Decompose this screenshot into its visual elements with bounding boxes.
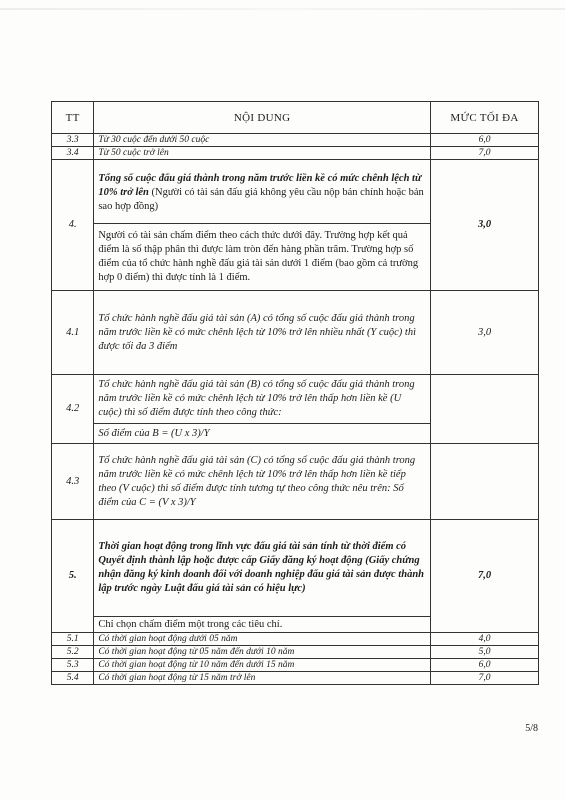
table-row <box>52 646 539 659</box>
section-5-header-row <box>52 520 539 617</box>
header-content: NỘI DUNG <box>94 102 431 134</box>
scoring-table <box>51 101 539 685</box>
section-4-tt: 4. <box>52 160 94 291</box>
row-tt: 3.3 <box>52 134 94 147</box>
section-4-title-cell <box>94 160 431 224</box>
row-content: Có thời gian hoạt động từ 05 năm đến dưới 10 năm <box>94 646 431 659</box>
row-max: 6,0 <box>431 134 539 147</box>
row-max: 3,0 <box>431 291 539 375</box>
table-row <box>52 291 539 375</box>
row-max: 4,0 <box>431 633 539 646</box>
row-tt: 5.3 <box>52 659 94 672</box>
header-tt: TT <box>52 102 94 134</box>
table-row <box>52 659 539 672</box>
row-max-empty <box>431 375 539 444</box>
header-max: MỨC TỐI ĐA <box>431 102 539 134</box>
section-4-note: (Người có tài sản đấu giá không yêu cầu nộp bản chính hoặc bản sao hợp đồng) <box>98 186 424 212</box>
row-content: Tổ chức hành nghề đấu giá tài sản (B) có tổng số cuộc đấu giá thành trong năm trước liền kề có mức chênh lệch từ 10% trở lên thấp hơn liền kề (U cuộc) thì số điểm được tính theo công thức: <box>94 375 431 424</box>
row-content: Tổ chức hành nghề đấu giá tài sản (A) có tổng số cuộc đấu giá thành trong năm trước liền kề có mức chênh lệch từ 10% trở lên nhiều nhất (Y cuộc) thì được tối đa 3 điểm <box>94 291 431 375</box>
section-5-max: 7,0 <box>431 520 539 633</box>
row-tt: 5.2 <box>52 646 94 659</box>
section-4-title: Tổng số cuộc đấu giá thành trong năm trước liền kề có mức chênh lệch từ 10% trở lên <box>98 172 422 198</box>
table-row <box>52 672 539 685</box>
row-tt: 4.3 <box>52 444 94 520</box>
row-content: Tổ chức hành nghề đấu giá tài sản (C) có tổng số cuộc đấu giá thành trong năm trước liền kề có mức chênh lệch từ 10% trở lên thấp hơn liền kề tiếp theo (V cuộc) thì số điểm được tính tương tự theo công thức nêu trên: Số điểm của C = (V x 3)/Y <box>94 444 431 520</box>
table-row <box>52 375 539 424</box>
row-content: Có thời gian hoạt động dưới 05 năm <box>94 633 431 646</box>
row-max: 6,0 <box>431 659 539 672</box>
section-4-header-row <box>52 160 539 224</box>
formula-b: Số điểm của B = (U x 3)/Y <box>94 424 431 444</box>
page-number: 5/8 <box>525 723 538 734</box>
scan-edge <box>0 8 565 10</box>
row-tt: 5.1 <box>52 633 94 646</box>
table-row <box>52 444 539 520</box>
row-tt: 4.1 <box>52 291 94 375</box>
row-content: Có thời gian hoạt động từ 15 năm trở lên <box>94 672 431 685</box>
row-max-empty <box>431 444 539 520</box>
table-row <box>52 633 539 646</box>
row-content: Có thời gian hoạt động từ 10 năm đến dưới 15 năm <box>94 659 431 672</box>
row-content: Từ 30 cuộc đến dưới 50 cuộc <box>94 134 431 147</box>
row-content: Từ 50 cuộc trở lên <box>94 147 431 160</box>
row-max: 5,0 <box>431 646 539 659</box>
section-5-title: Thời gian hoạt động trong lĩnh vực đấu giá tài sản tính từ thời điểm có Quyết định thành lập hoặc được cấp Giấy đăng ký hoạt động (Giấy chứng nhận đăng ký kinh doanh đối với doanh nghiệp đấu giá tài sản được thành lập trước ngày Luật đấu giá tài sản có hiệu lực) <box>94 520 431 617</box>
section-5-tt: 5. <box>52 520 94 633</box>
section-4-instruction: Người có tài sản chấm điểm theo cách thức dưới đây. Trường hợp kết quả điểm là số thập phân thì được làm tròn đến hàng phần trăm. Trường hợp số điểm của tổ chức hành nghề đấu giá tài sản dưới 1 điểm (bao gồm cả trường hợp 0 điểm) thì được tính là 1 điểm. <box>94 224 431 291</box>
row-tt: 3.4 <box>52 147 94 160</box>
table-row <box>52 147 539 160</box>
row-max: 7,0 <box>431 147 539 160</box>
section-4-max: 3,0 <box>431 160 539 291</box>
section-5-instruction: Chỉ chọn chấm điểm một trong các tiêu chí. <box>94 617 431 633</box>
table-header-row <box>52 102 539 134</box>
row-max: 7,0 <box>431 672 539 685</box>
row-tt: 5.4 <box>52 672 94 685</box>
table-row <box>52 134 539 147</box>
row-tt: 4.2 <box>52 375 94 444</box>
